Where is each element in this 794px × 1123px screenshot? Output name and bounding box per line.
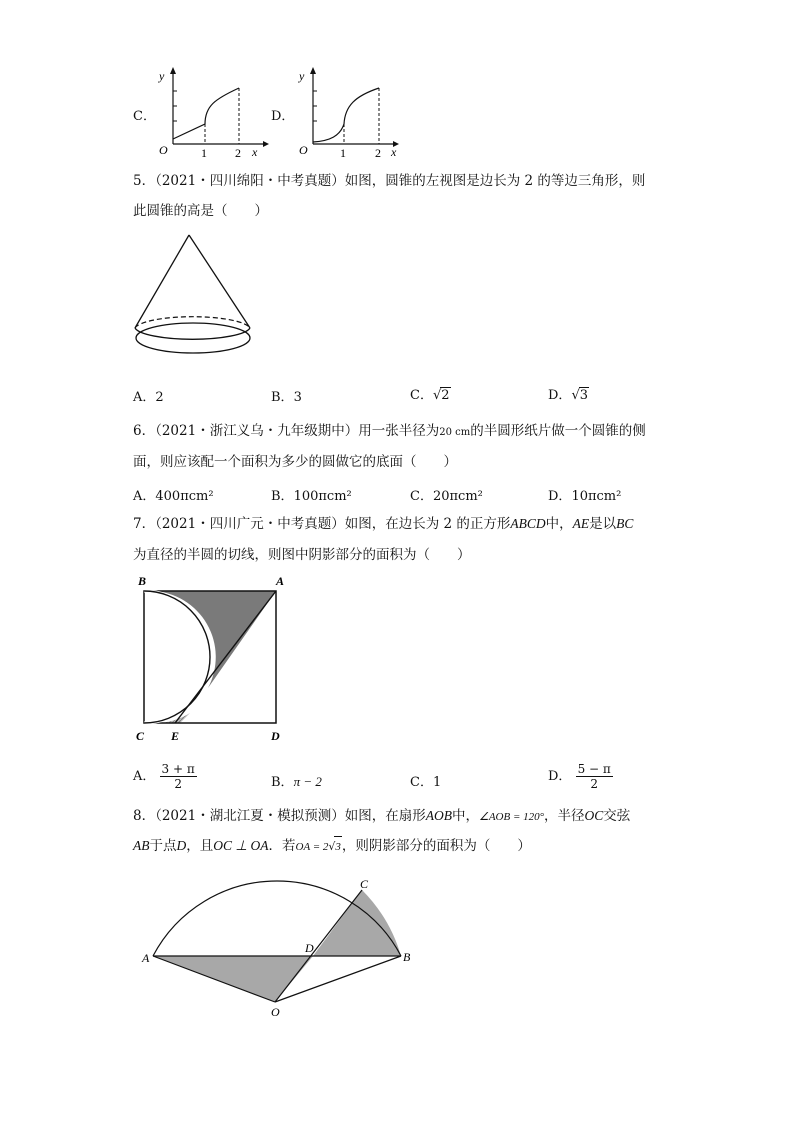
label-a: A: [276, 574, 285, 588]
y-axis-label: y: [159, 69, 165, 83]
option-d-label: D．: [271, 109, 295, 124]
x-axis-label: x: [391, 145, 397, 159]
square-figure: [130, 570, 290, 750]
q5-stem-line1: 5．（2021・四川绵阳・中考真题）如图，圆锥的左视图是边长为 2 的等边三角形，则: [133, 173, 646, 189]
tick-2: 2: [375, 146, 381, 160]
q6-stem-line1: 6．（2021・浙江义乌・九年级期中）用一张半径为20 cm的半圆形纸片做一个圆锥的侧: [133, 423, 646, 439]
x-axis-label: x: [252, 145, 258, 159]
q6-option-a[interactable]: A．400πcm²: [133, 489, 214, 504]
tick-2: 2: [235, 146, 241, 160]
label-b: B: [403, 950, 411, 964]
option-c-label: C．: [133, 109, 156, 124]
origin-label: O: [159, 143, 168, 157]
q7-option-d[interactable]: D． $\frac{5 - \pi}{2}$: [548, 762, 611, 791]
label-d: D: [305, 941, 314, 955]
label-c: C: [136, 729, 145, 743]
q7-option-b[interactable]: B．π − 2: [271, 774, 322, 790]
y-axis-label: y: [299, 69, 305, 83]
q6-option-b[interactable]: B．100πcm²: [271, 489, 352, 504]
q7-stem-line1: 7．（2021・四川广元・中考真题）如图，在边长为 2 的正方形ABCD中，AE是以BC: [133, 516, 634, 532]
sector-figure: [135, 868, 425, 1028]
label-d: D: [271, 729, 280, 743]
q8-stem-line2: AB于点D，且OC ⊥ OA．若OA = 2√3，则阴影部分的面积为（ ）: [133, 836, 531, 857]
q7-option-c[interactable]: C．1: [410, 775, 442, 790]
graph-option-c: [155, 66, 270, 161]
graph-option-d: [295, 66, 410, 161]
q5-option-c[interactable]: C．√2: [410, 388, 450, 403]
q6-option-c[interactable]: C．20πcm²: [410, 489, 483, 504]
origin-label: O: [299, 143, 308, 157]
tick-1: 1: [340, 146, 346, 160]
q7-stem-line2: 为直径的半圆的切线，则图中阴影部分的面积为（ ）: [133, 547, 471, 563]
label-c: C: [360, 877, 369, 891]
label-e: E: [171, 729, 180, 743]
q5-option-b[interactable]: B．3: [271, 390, 302, 405]
q5-stem-line2: 此圆锥的高是（ ）: [133, 203, 268, 219]
label-a: A: [142, 951, 150, 965]
q6-option-d[interactable]: D．10πcm²: [548, 489, 622, 504]
q6-stem-line2: 面，则应该配一个面积为多少的圆做它的底面（ ）: [133, 454, 457, 470]
q7-option-a[interactable]: A． $\frac{3 + \pi}{2}$: [133, 762, 195, 791]
q8-stem-line1: 8．（2021・湖北江夏・模拟预测）如图，在扇形AOB中，∠AOB = 120°，半径OC交弦: [133, 808, 631, 824]
cone-base: [130, 318, 260, 358]
label-o: O: [271, 1005, 280, 1019]
label-b: B: [138, 574, 147, 588]
q5-option-a[interactable]: A．2: [133, 390, 164, 405]
tick-1: 1: [201, 146, 207, 160]
q5-option-d[interactable]: D．√3: [548, 388, 589, 403]
